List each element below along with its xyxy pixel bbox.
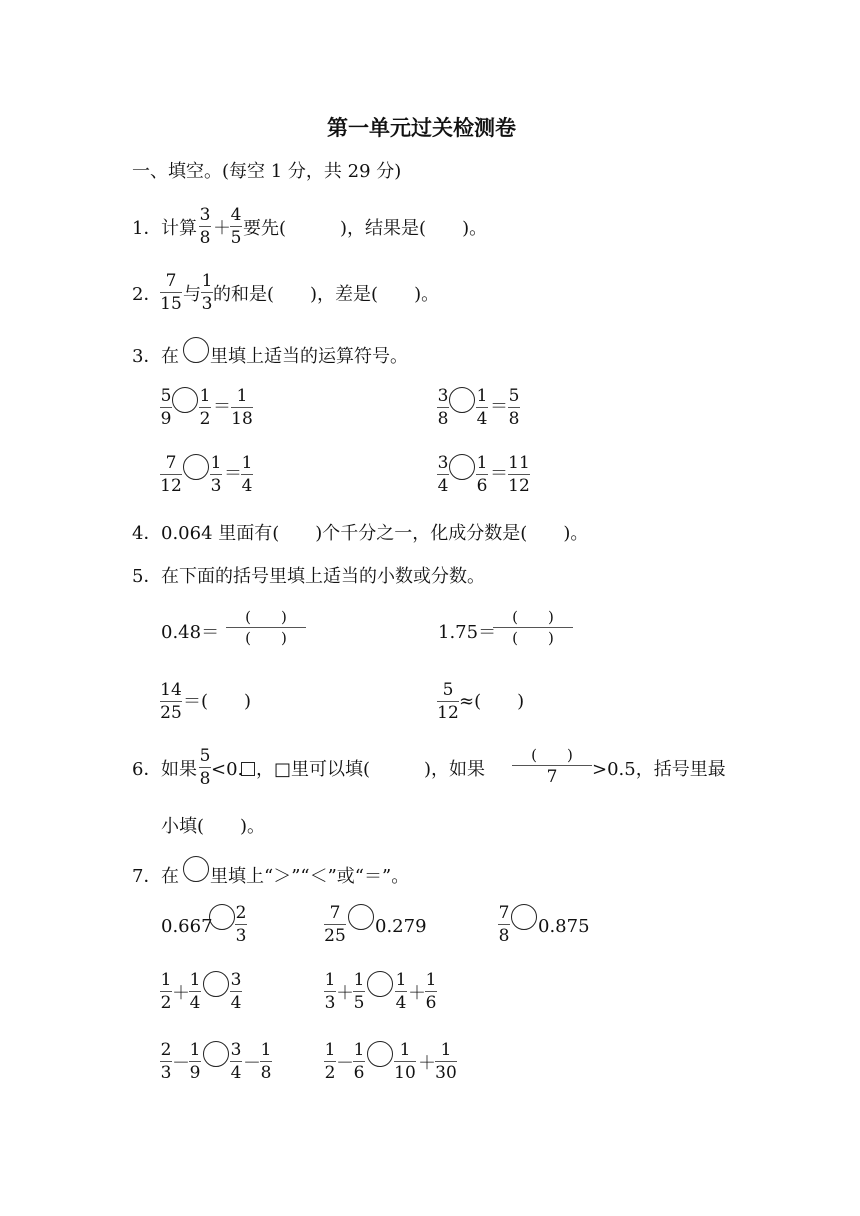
answer-circle[interactable]: [449, 454, 475, 480]
fraction: 7 15: [160, 271, 182, 314]
section-heading: 一、填空。(每空 1 分，共 29 分): [132, 161, 402, 182]
fraction: 14 25: [160, 680, 182, 723]
equals-sign: ＝: [490, 396, 508, 417]
question-text: ，□里可以填( )，如果: [256, 759, 486, 780]
answer-circle[interactable]: [183, 454, 209, 480]
question-text: 计算: [161, 218, 197, 239]
fraction: 4 5: [230, 205, 242, 248]
fraction: 2 3: [235, 903, 247, 946]
question-number: 1．: [132, 218, 162, 239]
fraction: 5 8: [508, 386, 520, 429]
plus-sign: ＋: [336, 983, 354, 1004]
question-text: 里填上“＞”“＜”或“＝”。: [210, 866, 410, 887]
fraction: 3 8: [437, 386, 449, 429]
expression-text: 0.279: [375, 916, 427, 937]
expression-text: 1.75＝: [438, 622, 497, 643]
answer-circle[interactable]: [183, 337, 209, 363]
expression-text: 0.667: [161, 916, 213, 937]
blank-fraction[interactable]: ( ) ( ): [493, 610, 573, 646]
fraction: 11 12: [508, 453, 530, 496]
answer-circle[interactable]: [209, 904, 235, 930]
question-text: 在: [161, 866, 179, 887]
question-text: 里填上适当的运算符号。: [210, 346, 408, 367]
question-text: <0.: [211, 759, 244, 780]
fraction: 1 2: [160, 970, 172, 1013]
minus-sign: －: [172, 1053, 190, 1074]
answer-circle[interactable]: [183, 856, 209, 882]
fraction: 1 2: [199, 386, 211, 429]
plus-sign: ＋: [213, 218, 231, 239]
question-number: 4．: [132, 523, 162, 544]
question-number: 7．: [132, 866, 162, 887]
fraction: 5 8: [199, 746, 211, 789]
fraction: 2 3: [160, 1040, 172, 1083]
question-text: 0.064 里面有( )个千分之一，化成分数是( )。: [161, 523, 589, 544]
blank-square[interactable]: [241, 762, 255, 776]
question-number: 6．: [132, 759, 162, 780]
fraction: 7 8: [498, 903, 510, 946]
expression-text: 0.48＝: [161, 622, 220, 643]
question-number: 5．: [132, 566, 162, 587]
fraction: 7 25: [324, 903, 346, 946]
fraction: 1 3: [324, 970, 336, 1013]
fraction: 1 10: [394, 1040, 416, 1083]
question-text: 小填( )。: [161, 816, 266, 837]
fraction: 7 12: [160, 453, 182, 496]
fraction: 3 4: [230, 970, 242, 1013]
blank-fraction[interactable]: ( ) 7: [512, 748, 592, 786]
fraction: 1 18: [231, 386, 253, 429]
fraction: 1 3: [210, 453, 222, 496]
question-text: 的和是( )，差是( )。: [213, 284, 440, 305]
expression-text: ≈( ): [459, 691, 525, 712]
equals-sign: ＝: [213, 396, 231, 417]
blank-fraction[interactable]: ( ) ( ): [226, 610, 306, 646]
fraction: 1 4: [241, 453, 253, 496]
page-title: 第一单元过关检测卷: [327, 116, 516, 140]
question-text: 如果: [161, 759, 197, 780]
answer-circle[interactable]: [172, 387, 198, 413]
question-text: 在下面的括号里填上适当的小数或分数。: [161, 566, 485, 587]
question-text: 与: [183, 284, 201, 305]
fraction: 1 4: [189, 970, 201, 1013]
fraction: 3 4: [230, 1040, 242, 1083]
fraction: 1 9: [189, 1040, 201, 1083]
question-text: 在: [161, 346, 179, 367]
equals-sign: ＝: [224, 463, 242, 484]
answer-circle[interactable]: [449, 387, 475, 413]
fraction: 3 4: [437, 453, 449, 496]
fraction: 5 12: [437, 680, 459, 723]
answer-circle[interactable]: [203, 971, 229, 997]
fraction: 1 4: [395, 970, 407, 1013]
expression-text: 0.875: [538, 916, 590, 937]
fraction: 1 4: [476, 386, 488, 429]
minus-sign: －: [336, 1053, 354, 1074]
minus-sign: －: [243, 1053, 261, 1074]
answer-circle[interactable]: [367, 971, 393, 997]
answer-circle[interactable]: [511, 904, 537, 930]
question-number: 3．: [132, 346, 162, 367]
plus-sign: ＋: [172, 983, 190, 1004]
plus-sign: ＋: [418, 1053, 436, 1074]
equals-sign: ＝: [490, 463, 508, 484]
plus-sign: ＋: [408, 983, 426, 1004]
fraction: 1 6: [476, 453, 488, 496]
fraction: 1 3: [201, 271, 213, 314]
fraction: 1 30: [435, 1040, 457, 1083]
answer-circle[interactable]: [348, 904, 374, 930]
question-number: 2．: [132, 284, 162, 305]
answer-circle[interactable]: [367, 1041, 393, 1067]
answer-circle[interactable]: [203, 1041, 229, 1067]
fraction: 1 8: [260, 1040, 272, 1083]
expression-text: ＝( ): [183, 691, 252, 712]
fraction: 1 2: [324, 1040, 336, 1083]
fraction: 1 5: [353, 970, 365, 1013]
question-text: >0.5，括号里最: [592, 759, 726, 780]
question-text: 要先( )，结果是( )。: [243, 218, 488, 239]
fraction: 5 9: [160, 386, 172, 429]
fraction: 1 6: [425, 970, 437, 1013]
fraction: 3 8: [199, 205, 211, 248]
fraction: 1 6: [353, 1040, 365, 1083]
